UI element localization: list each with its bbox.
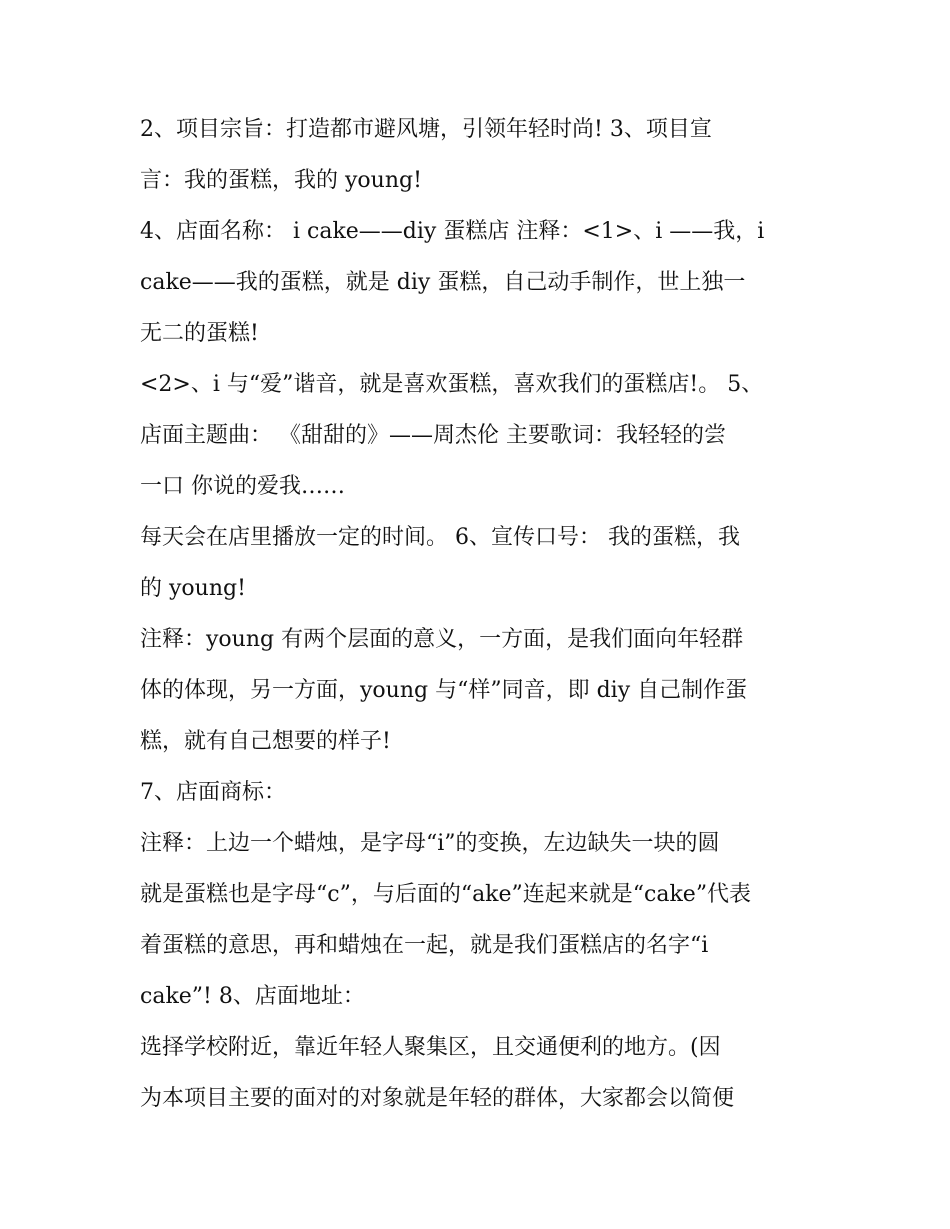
- text-line: 一口 你说的爱我……: [140, 474, 345, 499]
- text-line: 注释：上边一个蜡烛，是字母“i”的变换，左边缺失一块的圆: [140, 831, 720, 856]
- text-line: 体的体现，另一方面，young 与“样”同音，即 diy 自己制作蛋: [140, 678, 748, 703]
- text-line: 的 young!: [140, 576, 246, 601]
- text-line: 4、店面名称： i cake——diy 蛋糕店 注释：<1>、i ——我，i: [140, 219, 765, 244]
- text-line: 就是蛋糕也是字母“c”，与后面的“ake”连起来就是“cake”代表: [140, 882, 752, 907]
- text-line: cake”! 8、店面地址：: [140, 984, 365, 1009]
- text-line: 每天会在店里播放一定的时间。 6、宣传口号： 我的蛋糕，我: [140, 525, 740, 550]
- text-line: cake——我的蛋糕，就是 diy 蛋糕，自己动手制作，世上独一: [140, 270, 746, 295]
- text-line: 言：我的蛋糕，我的 young!: [140, 168, 422, 193]
- text-line: 无二的蛋糕!: [140, 321, 259, 346]
- text-line: 注释：young 有两个层面的意义，一方面，是我们面向年轻群: [140, 627, 744, 652]
- text-line: 店面主题曲： 《甜甜的》——周杰伦 主要歌词：我轻轻的尝: [140, 423, 726, 448]
- document-body: [140, 104, 820, 1124]
- text-line: 为本项目主要的面对的对象就是年轻的群体，大家都会以简便: [140, 1086, 735, 1111]
- text-line: 着蛋糕的意思，再和蜡烛在一起，就是我们蛋糕店的名字“i: [140, 933, 709, 958]
- text-line: 2、项目宗旨：打造都市避风塘，引领年轻时尚! 3、项目宣: [140, 117, 712, 142]
- text-line: <2>、i 与“爱”谐音，就是喜欢蛋糕，喜欢我们的蛋糕店!。 5、: [140, 372, 764, 397]
- text-line: 7、店面商标：: [140, 780, 286, 805]
- text-line: 糕，就有自己想要的样子!: [140, 729, 391, 754]
- text-line: 选择学校附近，靠近年轻人聚集区，且交通便利的地方。(因: [140, 1035, 721, 1060]
